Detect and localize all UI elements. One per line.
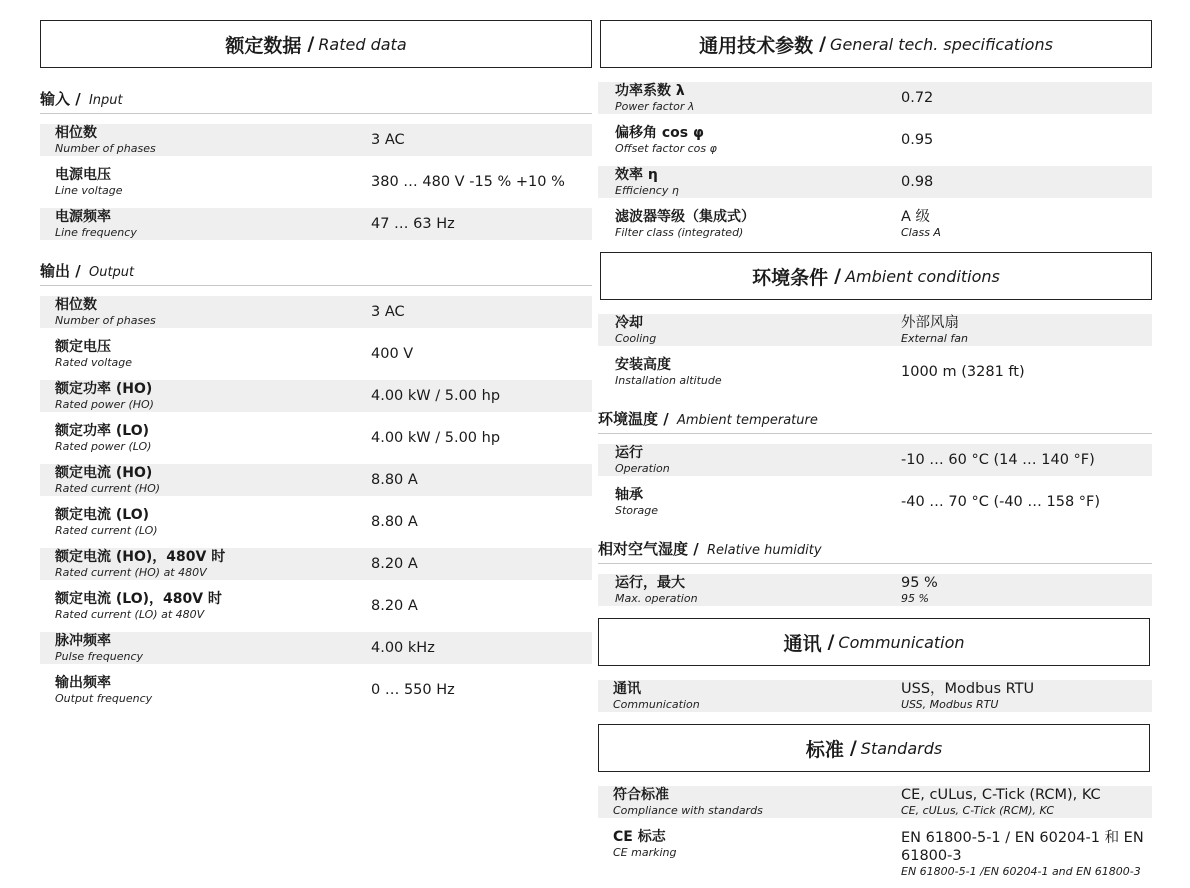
row-label: CE 标志 [613, 829, 666, 845]
row-label: 运行 [615, 445, 643, 461]
std-header-sep: / [849, 737, 857, 759]
row-label-en: Rated voltage [55, 356, 133, 369]
row-label: 额定电流 (LO)，480V 时 [55, 591, 222, 607]
general-row [598, 166, 1152, 198]
row-label-en: Max. operation [615, 592, 698, 605]
row-label-en: Number of phases [55, 314, 156, 327]
row-label-en: Pulse frequency [55, 650, 144, 663]
input-section-title [40, 88, 592, 114]
row-value: 0.95 [901, 132, 934, 148]
row-label-en: Compliance with standards [613, 804, 763, 817]
row-value: 8.20 A [371, 598, 418, 614]
row-label: 额定电流 (HO)，480V 时 [55, 549, 226, 565]
row-label: 轴承 [615, 487, 643, 503]
temp-title-zh: 环境温度 [598, 410, 659, 428]
row-value: 3 AC [371, 132, 405, 148]
ce-marking-value [901, 829, 1151, 878]
ambient-row [598, 314, 1152, 346]
ambient-header-zh: 环境条件 [752, 266, 829, 289]
row-label-en: CE marking [613, 846, 677, 859]
row-value: 8.20 A [371, 556, 418, 572]
row-label: 效率 η [615, 167, 658, 183]
row-label: 运行，最大 [615, 575, 685, 591]
general-row [598, 124, 1152, 156]
input-title-en: Input [88, 93, 123, 108]
row-value: 8.80 A [371, 514, 418, 530]
row-value: -40 … 70 °C (-40 … 158 °F) [901, 494, 1101, 510]
temp-row [598, 444, 1152, 476]
row-label: 冷却 [615, 315, 643, 331]
temp-row [598, 486, 1152, 518]
rated-data-header [40, 20, 592, 68]
output-row [40, 464, 592, 496]
row-label-en: Installation altitude [615, 374, 722, 387]
row-value: 400 V [371, 346, 414, 362]
comm-header-sep: / [827, 631, 835, 653]
row-label: 电源电压 [55, 167, 111, 183]
row-label: 额定功率 (LO) [55, 423, 149, 439]
ambient-header-en: Ambient conditions [845, 266, 1000, 286]
general-row [598, 82, 1152, 114]
row-label-en: Power factor λ [615, 100, 695, 113]
output-row [40, 548, 592, 580]
input-row-line-frequency [40, 208, 592, 240]
humidity-title [598, 538, 1152, 564]
output-row [40, 506, 592, 538]
ambient-row [598, 356, 1152, 388]
input-row-phases [40, 124, 592, 156]
row-value: 380 … 480 V -15 % +10 % [371, 174, 565, 190]
row-label-en: Rated current (HO) at 480V [55, 566, 207, 579]
row-label-en: Rated power (HO) [55, 398, 154, 411]
row-label: 通讯 [613, 681, 641, 697]
rated-data-header-zh: 额定数据 [225, 34, 302, 57]
row-label-en: Rated current (LO) [55, 524, 158, 537]
row-value-en: USS, Modbus RTU [901, 698, 999, 711]
row-value: 外部风扇 [901, 315, 959, 331]
output-row [40, 590, 592, 622]
output-row [40, 674, 592, 706]
row-label-en: Communication [613, 698, 700, 711]
row-value: A 级 [901, 209, 931, 225]
row-value: 1000 m (3281 ft) [901, 364, 1025, 380]
row-label: 偏移角 cos φ [615, 125, 704, 141]
row-value: 0 … 550 Hz [371, 682, 455, 698]
row-label: 额定功率 (HO) [55, 381, 153, 397]
general-header-en: General tech. specifications [830, 34, 1053, 54]
comm-header-zh: 通讯 [783, 632, 822, 655]
output-title-zh: 输出 [40, 262, 71, 280]
communication-header [598, 618, 1150, 666]
row-label: 滤波器等级（集成式） [615, 209, 755, 225]
output-row [40, 632, 592, 664]
std-header-zh: 标准 [805, 738, 844, 761]
row-label-en: Output frequency [55, 692, 153, 705]
row-label: 功率系数 λ [615, 83, 685, 99]
row-label-en: Storage [615, 504, 659, 517]
input-title-sep: / [75, 90, 81, 108]
input-row-line-voltage [40, 166, 592, 198]
row-label-en: Rated power (LO) [55, 440, 152, 453]
comm-header-en: Communication [838, 632, 965, 652]
row-label-en: Line voltage [55, 184, 123, 197]
row-label-en: Rated current (HO) [55, 482, 161, 495]
row-value: 8.80 A [371, 472, 418, 488]
row-label-en: Efficiency η [615, 184, 679, 197]
row-label: 相位数 [55, 297, 97, 313]
standards-row [598, 786, 1152, 818]
rated-data-header-sep: / [307, 33, 315, 55]
row-value: USS，Modbus RTU [901, 681, 1035, 697]
output-section-title [40, 260, 592, 286]
row-value: CE, cULus, C-Tick (RCM), KC [901, 787, 1101, 803]
row-label-en: Operation [615, 462, 670, 475]
row-value: 4.00 kW / 5.00 hp [371, 430, 501, 446]
row-value-en: EN 61800-5-1 /EN 60204-1 and EN 61800-3 [901, 865, 1141, 878]
general-row [598, 208, 1152, 240]
row-value: 95 % [901, 575, 938, 591]
row-label: 安装高度 [615, 357, 671, 373]
standards-header [598, 724, 1150, 772]
row-label-en: Cooling [615, 332, 657, 345]
row-value: EN 61800-5-1 / EN 60204-1 和 EN 61800-3 [901, 830, 1144, 864]
row-value: 4.00 kW / 5.00 hp [371, 388, 501, 404]
row-label-en: Offset factor cos φ [615, 142, 717, 155]
row-label: 脉冲频率 [55, 633, 111, 649]
output-row [40, 380, 592, 412]
row-value-en: Class A [901, 226, 941, 239]
row-label-en: Rated current (LO) at 480V [55, 608, 205, 621]
standards-row [598, 828, 1152, 882]
output-row [40, 338, 592, 370]
row-label-en: Number of phases [55, 142, 156, 155]
output-title-sep: / [75, 262, 81, 280]
humidity-title-zh: 相对空气湿度 [598, 540, 689, 558]
output-row [40, 296, 592, 328]
std-header-en: Standards [860, 738, 943, 758]
ambient-header-sep: / [834, 265, 842, 287]
general-header-zh: 通用技术参数 [699, 34, 814, 57]
row-label: 额定电压 [55, 339, 111, 355]
humidity-title-sep: / [693, 540, 699, 558]
humidity-title-en: Relative humidity [706, 543, 822, 558]
rated-data-header-en: Rated data [318, 34, 407, 54]
temp-title-sep: / [663, 410, 669, 428]
row-label: 符合标准 [613, 787, 669, 803]
row-value-en: External fan [901, 332, 968, 345]
ambient-header [600, 252, 1152, 300]
row-value: 4.00 kHz [371, 640, 435, 656]
general-header-sep: / [819, 33, 827, 55]
row-label: 输出频率 [55, 675, 111, 691]
row-value: 0.72 [901, 90, 934, 106]
row-label: 额定电流 (HO) [55, 465, 153, 481]
ambient-temp-title [598, 408, 1152, 434]
input-title-zh: 输入 [40, 90, 71, 108]
row-label-en: Line frequency [55, 226, 137, 239]
humidity-row [598, 574, 1152, 606]
row-value-en: 95 % [901, 592, 929, 605]
row-value: -10 … 60 °C (14 … 140 °F) [901, 452, 1095, 468]
row-label: 电源频率 [55, 209, 111, 225]
communication-row [598, 680, 1152, 712]
output-row [40, 422, 592, 454]
row-label: 相位数 [55, 125, 97, 141]
row-value: 3 AC [371, 304, 405, 320]
row-value: 0.98 [901, 174, 934, 190]
general-spec-header [600, 20, 1152, 68]
output-title-en: Output [88, 265, 135, 280]
row-label-en: Filter class (integrated) [615, 226, 744, 239]
temp-title-en: Ambient temperature [676, 413, 818, 428]
row-label: 额定电流 (LO) [55, 507, 149, 523]
row-value: 47 … 63 Hz [371, 216, 455, 232]
row-value-en: CE, cULus, C-Tick (RCM), KC [901, 804, 1055, 817]
